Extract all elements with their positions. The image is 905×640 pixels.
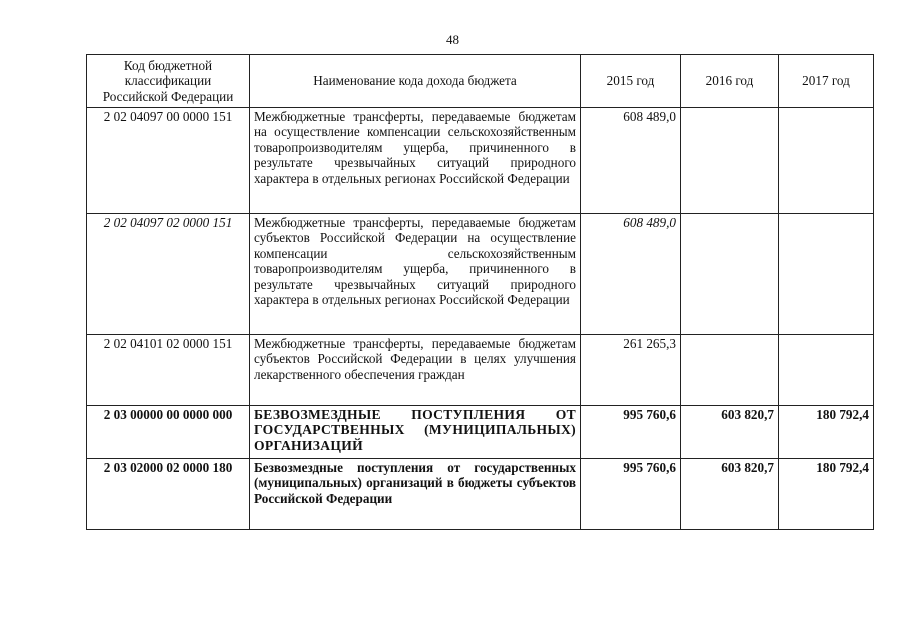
header-2015: 2015 год <box>581 55 681 108</box>
row-code: 2 02 04101 02 0000 151 <box>87 335 250 406</box>
row-value-2017 <box>779 108 874 214</box>
table-header-row <box>87 55 874 108</box>
row-code: 2 02 04097 00 0000 151 <box>87 108 250 214</box>
row-value-2017 <box>779 335 874 406</box>
row-value-2016: 603 820,7 <box>681 406 779 459</box>
row-value-2016 <box>681 214 779 335</box>
table-row <box>87 406 874 459</box>
row-value-2016 <box>681 108 779 214</box>
row-code: 2 03 00000 00 0000 000 <box>87 406 250 459</box>
row-name: Безвозмездные поступления от государственных (муниципальных) организаций в бюджеты субъектов Российской Федерации <box>250 459 581 530</box>
row-value-2016 <box>681 335 779 406</box>
table-row <box>87 214 874 335</box>
header-name: Наименование кода дохода бюджета <box>250 55 581 108</box>
header-2017: 2017 год <box>779 55 874 108</box>
row-value-2017: 180 792,4 <box>779 406 874 459</box>
header-code: Код бюджетной классификации Российской Федерации <box>87 55 250 108</box>
row-name: Межбюджетные трансферты, передаваемые бюджетам субъектов Российской Федерации в целях улучшения лекарственного обеспечения граждан <box>250 335 581 406</box>
row-value-2015: 261 265,3 <box>581 335 681 406</box>
header-2016: 2016 год <box>681 55 779 108</box>
row-name: Межбюджетные трансферты, передаваемые бюджетам субъектов Российской Федерации на осуществление компенсации сельскохозяйственным товаропроизводителям ущерба, причиненного в результате чрезвычайных ситуаций природного характера в отдельных регионах Российской Федерации <box>250 214 581 335</box>
table-row <box>87 459 874 530</box>
row-name: Межбюджетные трансферты, передаваемые бюджетам на осуществление компенсации сельскохозяйственным товаропроизводителям ущерба, причиненного в результате чрезвычайных ситуаций природного характера в отдельных регионах Российской Федерации <box>250 108 581 214</box>
row-code: 2 03 02000 02 0000 180 <box>87 459 250 530</box>
row-value-2015: 608 489,0 <box>581 108 681 214</box>
page-number: 48 <box>446 32 459 47</box>
row-value-2015: 995 760,6 <box>581 459 681 530</box>
table-row <box>87 108 874 214</box>
row-code: 2 02 04097 02 0000 151 <box>87 214 250 335</box>
table-row <box>87 335 874 406</box>
row-value-2017 <box>779 214 874 335</box>
budget-revenue-table <box>86 54 874 530</box>
row-value-2016: 603 820,7 <box>681 459 779 530</box>
row-value-2015: 995 760,6 <box>581 406 681 459</box>
row-name: БЕЗВОЗМЕЗДНЫЕ ПОСТУПЛЕНИЯ ОТ ГОСУДАРСТВЕННЫХ (МУНИЦИПАЛЬНЫХ) ОРГАНИЗАЦИЙ <box>250 406 581 459</box>
row-value-2017: 180 792,4 <box>779 459 874 530</box>
row-value-2015: 608 489,0 <box>581 214 681 335</box>
